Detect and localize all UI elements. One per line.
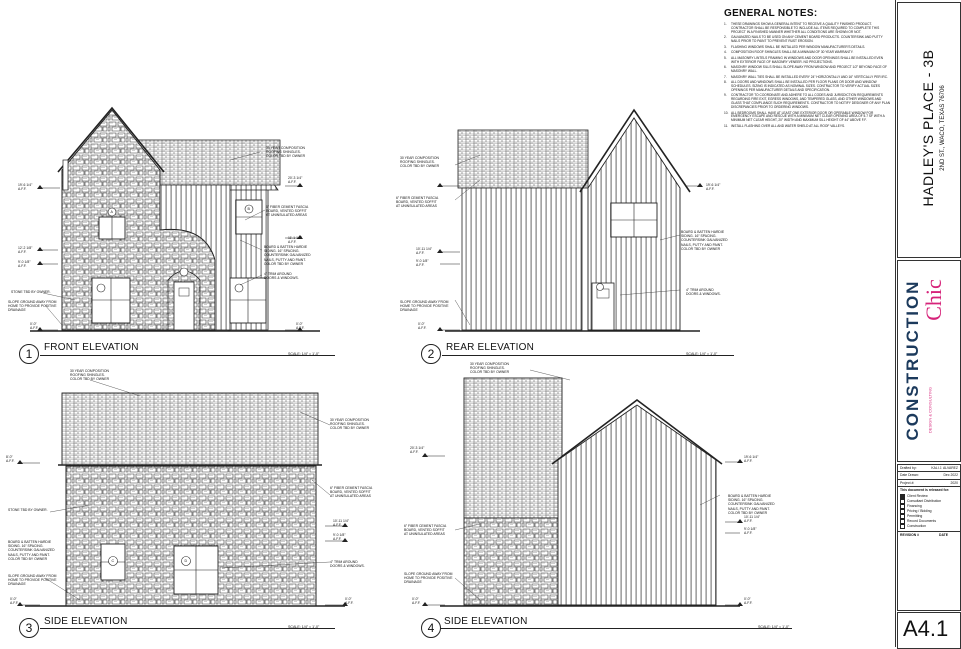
side4-dim-1: 20'-3 1/4" A.F.F. — [410, 446, 425, 455]
rear-dim-4: 0'-0" A.F.F. — [418, 322, 427, 331]
front-dim-1: 19'-6 1/4" A.F.F. — [18, 183, 33, 192]
side3-slope-callout: SLOPE GROUND AWAY FROM HOME TO PROVIDE POSITIVE DRAINAGE — [8, 574, 57, 587]
elevation-number-4: 4 — [421, 618, 441, 638]
window-tag-c: C — [111, 559, 115, 563]
side3-stone-callout: STONE TBD BY OWNER. — [8, 508, 48, 512]
general-note-item — [724, 66, 892, 74]
general-note-number: 2. — [724, 35, 727, 40]
release-options — [898, 494, 960, 529]
side4-fascia-callout: 6" FIBER CEMENT FASCIA BOARD, VENTED SOFFIT AT UNINSULATED AREAS — [404, 524, 447, 537]
front-trim-callout: 4" TRIM AROUND DOORS & WINDOWS. — [264, 272, 299, 281]
side3-roof-callout: 30 YEAR COMPOSITION ROOFING SHINGLES. COLOR TBD BY OWNER — [70, 369, 110, 382]
window-tag-a: A — [110, 210, 113, 214]
general-note-number: 6. — [724, 65, 727, 70]
rear-elevation — [437, 110, 703, 331]
drafted-by-label: Drafted by: — [900, 466, 917, 470]
general-note-item — [724, 51, 892, 55]
general-note-item — [724, 36, 892, 44]
general-note-number: 10. — [724, 110, 729, 115]
side3-siding-callout: BOARD & BATTEN HARDIE SIDING. 16" SPACING. COUNTERSINK GALVANIZED NAILS, PUTTY AND PAINT. COLOR TBD BY OWNER — [8, 540, 55, 561]
window-tag-d: D — [184, 559, 188, 563]
elevation-underline-4 — [440, 628, 792, 629]
general-notes — [724, 8, 892, 130]
general-note-item — [724, 46, 892, 50]
general-note-number: 11. — [724, 123, 729, 128]
general-notes-title: GENERAL NOTES: — [724, 8, 818, 19]
side3-roof — [62, 393, 318, 465]
side3-fascia-callout: 6" FIBER CEMENT FASCIA BOARD, VENTED SOFFIT AT UNINSULATED AREAS — [330, 486, 373, 499]
front-dim-6: 11'-1 1/2" A.F.F. — [288, 236, 303, 245]
revision-label: REVISION # — [900, 532, 920, 537]
rear-door — [592, 283, 614, 330]
side4-gable-wall — [558, 405, 716, 605]
revision-header — [898, 531, 960, 538]
elevation-title-1: FRONT ELEVATION — [44, 342, 139, 353]
rear-dim-2: 9'-0 1/8" A.F.F. — [416, 259, 429, 268]
side-elevation-4 — [422, 378, 743, 606]
front-dim-7: 0'-0" A.F.F. — [296, 322, 305, 331]
general-note-number: 4. — [724, 50, 727, 55]
general-note-item — [724, 76, 892, 80]
side4-roof-callout: 30 YEAR COMPOSITION ROOFING SHINGLES. COLOR TBD BY OWNER — [470, 362, 510, 375]
elevation-number-1: 1 — [19, 344, 39, 364]
front-fascia-callout: 6" FIBER CEMENT FASCIA BOARD, VENTED SOFFIT AT UNINSULATED AREAS — [266, 205, 309, 218]
side3-dim-3: 9'-0 1/8" A.F.F. — [333, 533, 346, 542]
release-option[interactable] — [900, 524, 958, 529]
window-tag-b: B — [247, 207, 250, 211]
elevation-scale-1: SCALE: 1/4" = 1'-0" — [288, 352, 320, 356]
general-note-text: ALL DOORS AND WINDOWS SHALL BE INSTALLED PER FLOOR PLANS OR DOOR AND WINDOW SCHEDULES. SIZING IS INDICATED AS NOMINAL SIZES. CONTRACTOR TO VERIFY ACTUAL SIZES OPENINGS PER MANUFACTURER DETAILS AND SPECIFICATION. — [731, 80, 880, 92]
elevation-scale-4: SCALE: 1/4" = 1'-0" — [758, 625, 790, 629]
general-note-text: CONTRACTOR TO COORDINATE AND ADHERE TO ALL CODES AND JURISDICTION REQUIREMENTS REGARDING FIRE EXIT, EGRESS WINDOWS, AND TEMPERED GLASS, AND OTHER WINDOWS AND GLASS THAT COMPLIANCE SUCH REQUIREMENTS. CONTRACTOR TO NOTIFY DESIGNER OF ANY PLAN DISCREPANCIES PRIOR TO ORDERING WINDOWS. — [731, 93, 891, 110]
side3-dim-1: 8'-0" A.F.F. — [6, 455, 15, 464]
general-note-text: ALL BEDROOMS SHALL HAVE AT LEAST ONE EXTERIOR DOOR OR OPERABLE WINDOW FOR EMERGENCY ESCAPE AND RESCUE WITH A MINIMUM NET CLEAR OPENING AREA OF 5.7 SF WITH A MINIMUM NET CLEAR HEIGHT, 20" WIDTH AND MAXIMUM SILL HEIGHT OF 44" ABOVE F.F. — [731, 110, 885, 123]
side4-roof — [464, 378, 562, 518]
rear-trim-callout: 4" TRIM AROUND DOORS & WINDOWS. — [686, 288, 721, 297]
logo-chic: Chic — [921, 279, 946, 321]
date-drawn-row — [898, 472, 960, 479]
front-slope-callout: SLOPE GROUND AWAY FROM HOME TO PROVIDE POSITIVE DRAINAGE — [8, 300, 57, 313]
front-dim-3: 9'-0 1/8" A.F.F. — [18, 260, 31, 269]
project-name: HADLEY'S PLACE - 3B — [920, 49, 936, 207]
elevation-number-2: 2 — [421, 344, 441, 364]
front-door — [174, 282, 194, 330]
side3-dim-2: 10'-11 1/4" A.F.F. — [333, 519, 349, 528]
rear-slope-callout: SLOPE GROUND AWAY FROM HOME TO PROVIDE POSITIVE DRAINAGE — [400, 300, 449, 313]
side4-siding-callout: BOARD & BATTEN HARDIE SIDING. 16" SPACING. COUNTERSINK GALVANIZED NAILS, PUTTY AND PAINT. COLOR TBD BY OWNER — [728, 494, 775, 515]
rear-siding-callout: BOARD & BATTEN HARDIE SIDING. 16" SPACING. COUNTERSINK GALVANIZED NAILS, PUTTY AND PAINT. COLOR TBD BY OWNER — [681, 230, 728, 251]
general-note-text: MASONRY WINDOW SILLS SHALL SLOPE AWAY FROM WINDOW AND PROJECT 1/2" BEYOND FACE OF MASONRY WALL. — [731, 65, 887, 74]
general-note-number: 5. — [724, 55, 727, 60]
general-note-number: 7. — [724, 74, 727, 79]
info-block — [897, 464, 961, 611]
side4-dim-3: 10'-11 1/4" A.F.F. — [744, 515, 760, 524]
general-note-text: THESE DRAWINGS SHOW A GENERAL INTENT TO RECEIVE A QUALITY FINISHED PRODUCT. CONTRACTOR SHALL BE RESPONSIBLE TO INCLUDE ALL ITEMS REQUIRED TO COMPLETE THIS PROJECT IN A FINISHED MANNER WHETHER ALL CONDITIONS ARE SHOWN OR NOT. — [731, 22, 880, 34]
general-notes-list — [724, 23, 892, 129]
date-drawn-value: Dec 2022 — [943, 473, 958, 478]
drafted-by-row — [898, 465, 960, 472]
elevation-scale-3: SCALE: 1/4" = 1'-0" — [288, 625, 320, 629]
side4-dim-6: 0'-0" A.F.F. — [744, 597, 753, 606]
checkbox-icon[interactable] — [900, 524, 905, 529]
side3-trim-callout: 4" TRIM AROUND DOORS & WINDOWS. — [330, 560, 365, 569]
elevation-number-3: 3 — [19, 618, 39, 638]
front-dim-4: 0'-0" A.F.F. — [30, 322, 39, 331]
front-roof-callout: 30 YEAR COMPOSITION ROOFING SHINGLES. COLOR TBD BY OWNER — [266, 146, 306, 159]
date-drawn-label: Date Drawn: — [900, 473, 919, 478]
front-dim-2: 12'-2 1/8" A.F.F. — [18, 246, 33, 255]
front-siding-callout: BOARD & BATTEN HARDIE SIDING. 16" SPACING. COUNTERSINK GALVANIZED NAILS, PUTTY AND PAINT. COLOR TBD BY OWNER — [264, 245, 311, 266]
general-note-text: MASONRY WALL TIES SHALL BE INSTALLED EVERY 24" HORIZONTALLY AND 16" VERTICALLY PER IRC. — [731, 74, 888, 79]
general-note-text: FLASHING WINDOWS SHALL BE INSTALLED PER WINDOW MANUFACTURER'S DETAILS. — [731, 44, 866, 49]
side3-dim-5: 0'-0" A.F.F. — [345, 597, 354, 606]
front-stone-callout: STONE TBD BY OWNER. — [11, 290, 51, 294]
release-option-label: Pricing / Bidding — [907, 508, 932, 513]
general-note-item — [724, 125, 892, 129]
release-option-label: Consultant Distribution — [907, 498, 942, 503]
release-option-label: Construction — [907, 523, 927, 528]
project-no-label: Project #: — [900, 480, 915, 485]
general-note-item — [724, 57, 892, 65]
general-note-number: 8. — [724, 80, 727, 85]
rear-roof-callout: 30 YEAR COMPOSITION ROOFING SHINGLES. COLOR TBD BY OWNER — [400, 156, 440, 169]
rear-dim-3: 19'-6 1/4" A.F.F. — [706, 183, 721, 192]
logo-sub: DESIGN & CONSULTING — [927, 386, 933, 434]
rear-left-wall — [462, 188, 582, 330]
project-no-row — [898, 480, 960, 487]
rear-fascia-callout: 6" FIBER CEMENT FASCIA BOARD, VENTED SOFFIT AT UNINSULATED AREAS — [396, 196, 439, 209]
general-note-number: 9. — [724, 93, 727, 98]
side-elevation-3 — [17, 393, 348, 606]
general-note-number: 1. — [724, 22, 727, 26]
logo-construction: CONSTRUCTION — [903, 279, 922, 441]
elevation-title-3: SIDE ELEVATION — [44, 616, 128, 627]
elevation-title-4: SIDE ELEVATION — [444, 616, 528, 627]
project-address: 2ND ST., WACO, TEXAS 76706 — [940, 85, 946, 171]
revision-date-label: DATE — [939, 532, 948, 537]
release-option-label: Record Documents — [907, 518, 937, 523]
general-note-text: INSTALL FLASHING OVER ALL AND WATER SHIELD AT ALL ROOF VALLEYS. — [731, 123, 846, 128]
release-option-label: Permitting — [907, 513, 923, 518]
side4-slope-callout: SLOPE GROUND AWAY FROM HOME TO PROVIDE POSITIVE DRAINAGE — [404, 572, 453, 585]
front-dim-5: 20'-3 1/4" A.F.F. — [288, 176, 303, 185]
side4-dim-5: 0'-0" A.F.F. — [412, 597, 421, 606]
elevation-title-2: REAR ELEVATION — [446, 342, 535, 353]
rear-dim-1: 10'-11 1/4" A.F.F. — [416, 247, 432, 256]
side3-roof-callout-right: 30 YEAR COMPOSITION ROOFING SHINGLES. COLOR TBD BY OWNER — [330, 418, 370, 431]
release-option-label: Financing — [907, 503, 922, 508]
side4-stone-base — [464, 518, 562, 605]
release-option-label: Client Review — [907, 493, 928, 498]
side3-dim-4: 0'-0" A.F.F. — [10, 597, 19, 606]
general-note-text: ALL MASONRY LINTELS FRAMING IN WINDOWS AND DOOR OPENINGS SHALL BE INSTALLED EVEN WITH EXTERIOR FACE OF MASONRY VENEER. NO PROJECTIONS. — [731, 55, 884, 64]
general-note-item — [724, 81, 892, 93]
general-note-number: 3. — [724, 44, 727, 49]
general-note-item — [724, 94, 892, 110]
rear-roof — [458, 130, 588, 188]
side4-dim-4: 9'-0 1/8" A.F.F. — [744, 527, 757, 536]
project-no-value: 2020 — [950, 480, 958, 485]
general-note-text: COMPOSITION ROOF SHINGLES SHALL BE A MINIMUM OF 30 YEAR WARRANTY. — [731, 50, 854, 55]
elevation-scale-2: SCALE: 1/4" = 1'-0" — [686, 352, 718, 356]
front-elevation — [30, 108, 320, 331]
general-note-item — [724, 23, 892, 35]
released-label: This document is released for: — [900, 488, 950, 493]
general-note-text: GALVANIZED NAILS TO BE USED ON ANY CEMENT BOARD PRODUCTS. COUNTERSINK AND PUTTY NAILS PRIOR TO PAINT TO PREVENT RUST EROSION. — [731, 35, 883, 44]
side4-dim-2: 19'-6 1/4" A.F.F. — [744, 455, 759, 464]
drafted-by-value: KALI J. ALVAREZ — [931, 466, 958, 470]
sheet-number: A4.1 — [903, 616, 949, 641]
general-note-item — [724, 112, 892, 124]
